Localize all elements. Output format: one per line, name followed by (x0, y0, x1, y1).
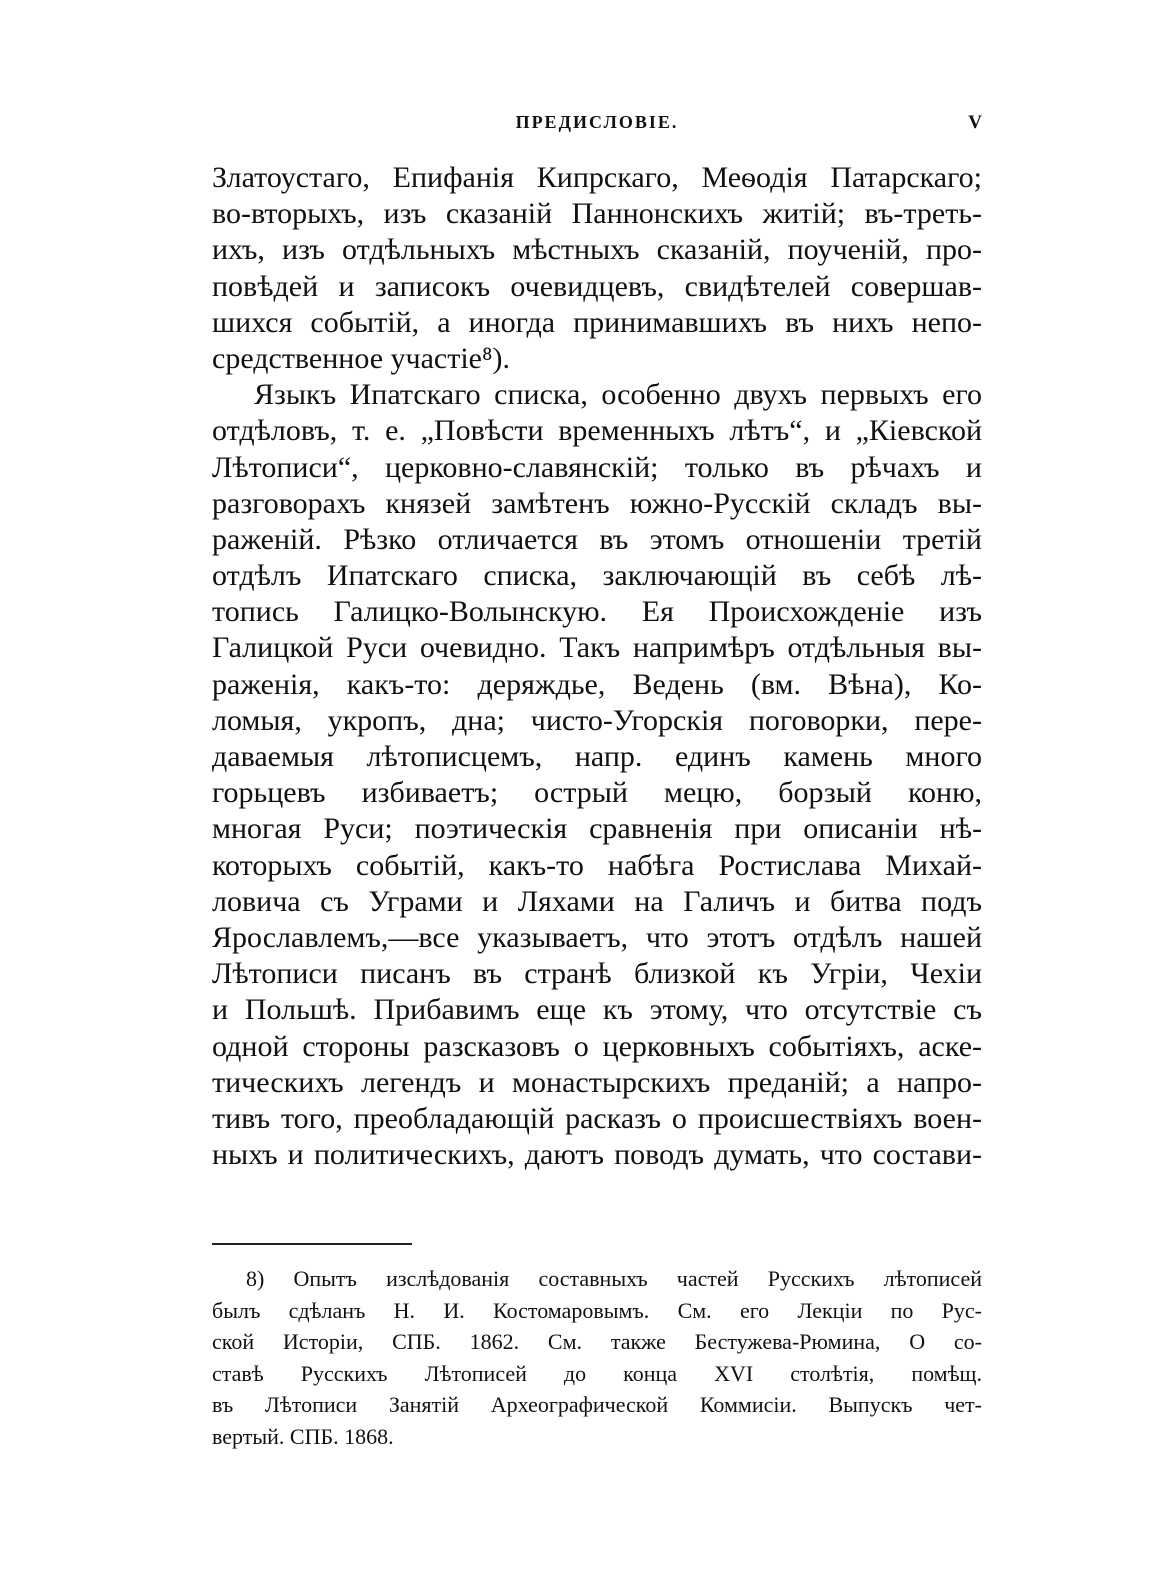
text-line: топись Галицко-Волынскую. Ея Происхожденіе изъ (212, 595, 982, 629)
page-number: V (968, 112, 982, 133)
text-line: ныхъ и политическихъ, даютъ поводъ думать, что состави- (212, 1138, 982, 1172)
text-line: разговорахъ князей замѣтенъ южно-Русскій складъ вы- (212, 486, 982, 520)
footnote (212, 1263, 982, 1453)
footnote-line: ставѣ Русскихъ Лѣтописей до конца XVI столѣтія, помѣщ. (212, 1360, 982, 1386)
footnote-line: 8) Опытъ изслѣдованія составныхъ частей Русскихъ лѣтописей (246, 1266, 982, 1291)
text-line: средственное участіе⁸). (212, 341, 510, 375)
text-line: ломыя, укропъ, дна; чисто-Угорскія поговорки, пере- (212, 703, 982, 737)
text-line: Златоустаго, Епифанія Кипрскаго, Меѳодія Патарскаго; (212, 161, 982, 194)
footnote-line: вертый. СПБ. 1868. (212, 1423, 394, 1449)
text-line: во-вторыхъ, изъ сказаній Паннонскихъ житій; въ-треть- (212, 197, 982, 231)
text-line: даваемыя лѣтописцемъ, напр. единъ камень много (212, 740, 982, 773)
text-line: отдѣлъ Ипатскаго списка, заключающій въ себѣ лѣ- (212, 559, 982, 593)
text-line: тическихъ легендъ и монастырскихъ преданій; а напро- (212, 1065, 982, 1099)
footnote-line: ской Исторіи, СПБ. 1862. См. также Бестужева-Рюмина, О со- (212, 1329, 982, 1355)
text-line: тивъ того, преобладающій расказъ о происшествіяхъ воен- (212, 1101, 982, 1135)
footnote-line: въ Лѣтописи Занятій Археографической Коммисіи. Выпускъ чет- (212, 1392, 982, 1418)
text-line: которыхъ событій, какъ-то набѣга Ростислава Михай- (212, 848, 982, 882)
running-head (212, 112, 982, 142)
footnote-divider (212, 1243, 412, 1245)
text-line: раженій. Рѣзко отличается въ этомъ отношеніи третій (212, 522, 982, 556)
text-line: Языкъ Ипатскаго списка, особенно двухъ первыхъ его (254, 378, 982, 412)
footnote-line: былъ сдѣланъ Н. И. Костомаровымъ. См. его Лекціи по Рус- (212, 1297, 982, 1323)
text-line: Лѣтописи“, церковно-славянскій; только въ рѣчахъ и (212, 450, 982, 484)
text-line: одной стороны разсказовъ о церковныхъ событіяхъ, аске- (212, 1029, 982, 1063)
text-line: Лѣтописи писанъ въ странѣ близкой къ Угріи, Чехіи (212, 957, 982, 991)
text-line: Галицкой Руси очевидно. Такъ напримѣръ отдѣльныя вы- (212, 631, 982, 665)
text-line: повѣдей и записокъ очевидцевъ, свидѣтелей совершав- (212, 269, 982, 303)
text-line: ловича съ Уграми и Ляхами на Галичъ и битва подъ (212, 884, 982, 918)
running-title: ПРЕДИСЛОВІЕ. (515, 112, 679, 132)
text-line: многая Руси; поэтическія сравненія при описаніи нѣ- (212, 812, 982, 846)
text-line: отдѣловъ, т. е. „Повѣсти временныхъ лѣтъ“, и „Кіевской (212, 414, 982, 448)
text-line: ихъ, изъ отдѣльныхъ мѣстныхъ сказаній, поученій, про- (212, 233, 982, 267)
text-line: шихся событій, а иногда принимавшихъ въ нихъ непо- (212, 305, 982, 339)
text-line: горьцевъ избиваетъ; острый мецю, борзый коню, (212, 776, 982, 810)
text-line: Ярославлемъ,—все указываетъ, что этотъ отдѣлъ нашей (212, 920, 982, 954)
text-line: раженія, какъ-то: деряждье, Ведень (вм. Вѣна), Ко- (212, 667, 982, 701)
text-line: и Польшѣ. Прибавимъ еще къ этому, что отсутствіе съ (212, 993, 982, 1027)
main-text (212, 160, 982, 1173)
